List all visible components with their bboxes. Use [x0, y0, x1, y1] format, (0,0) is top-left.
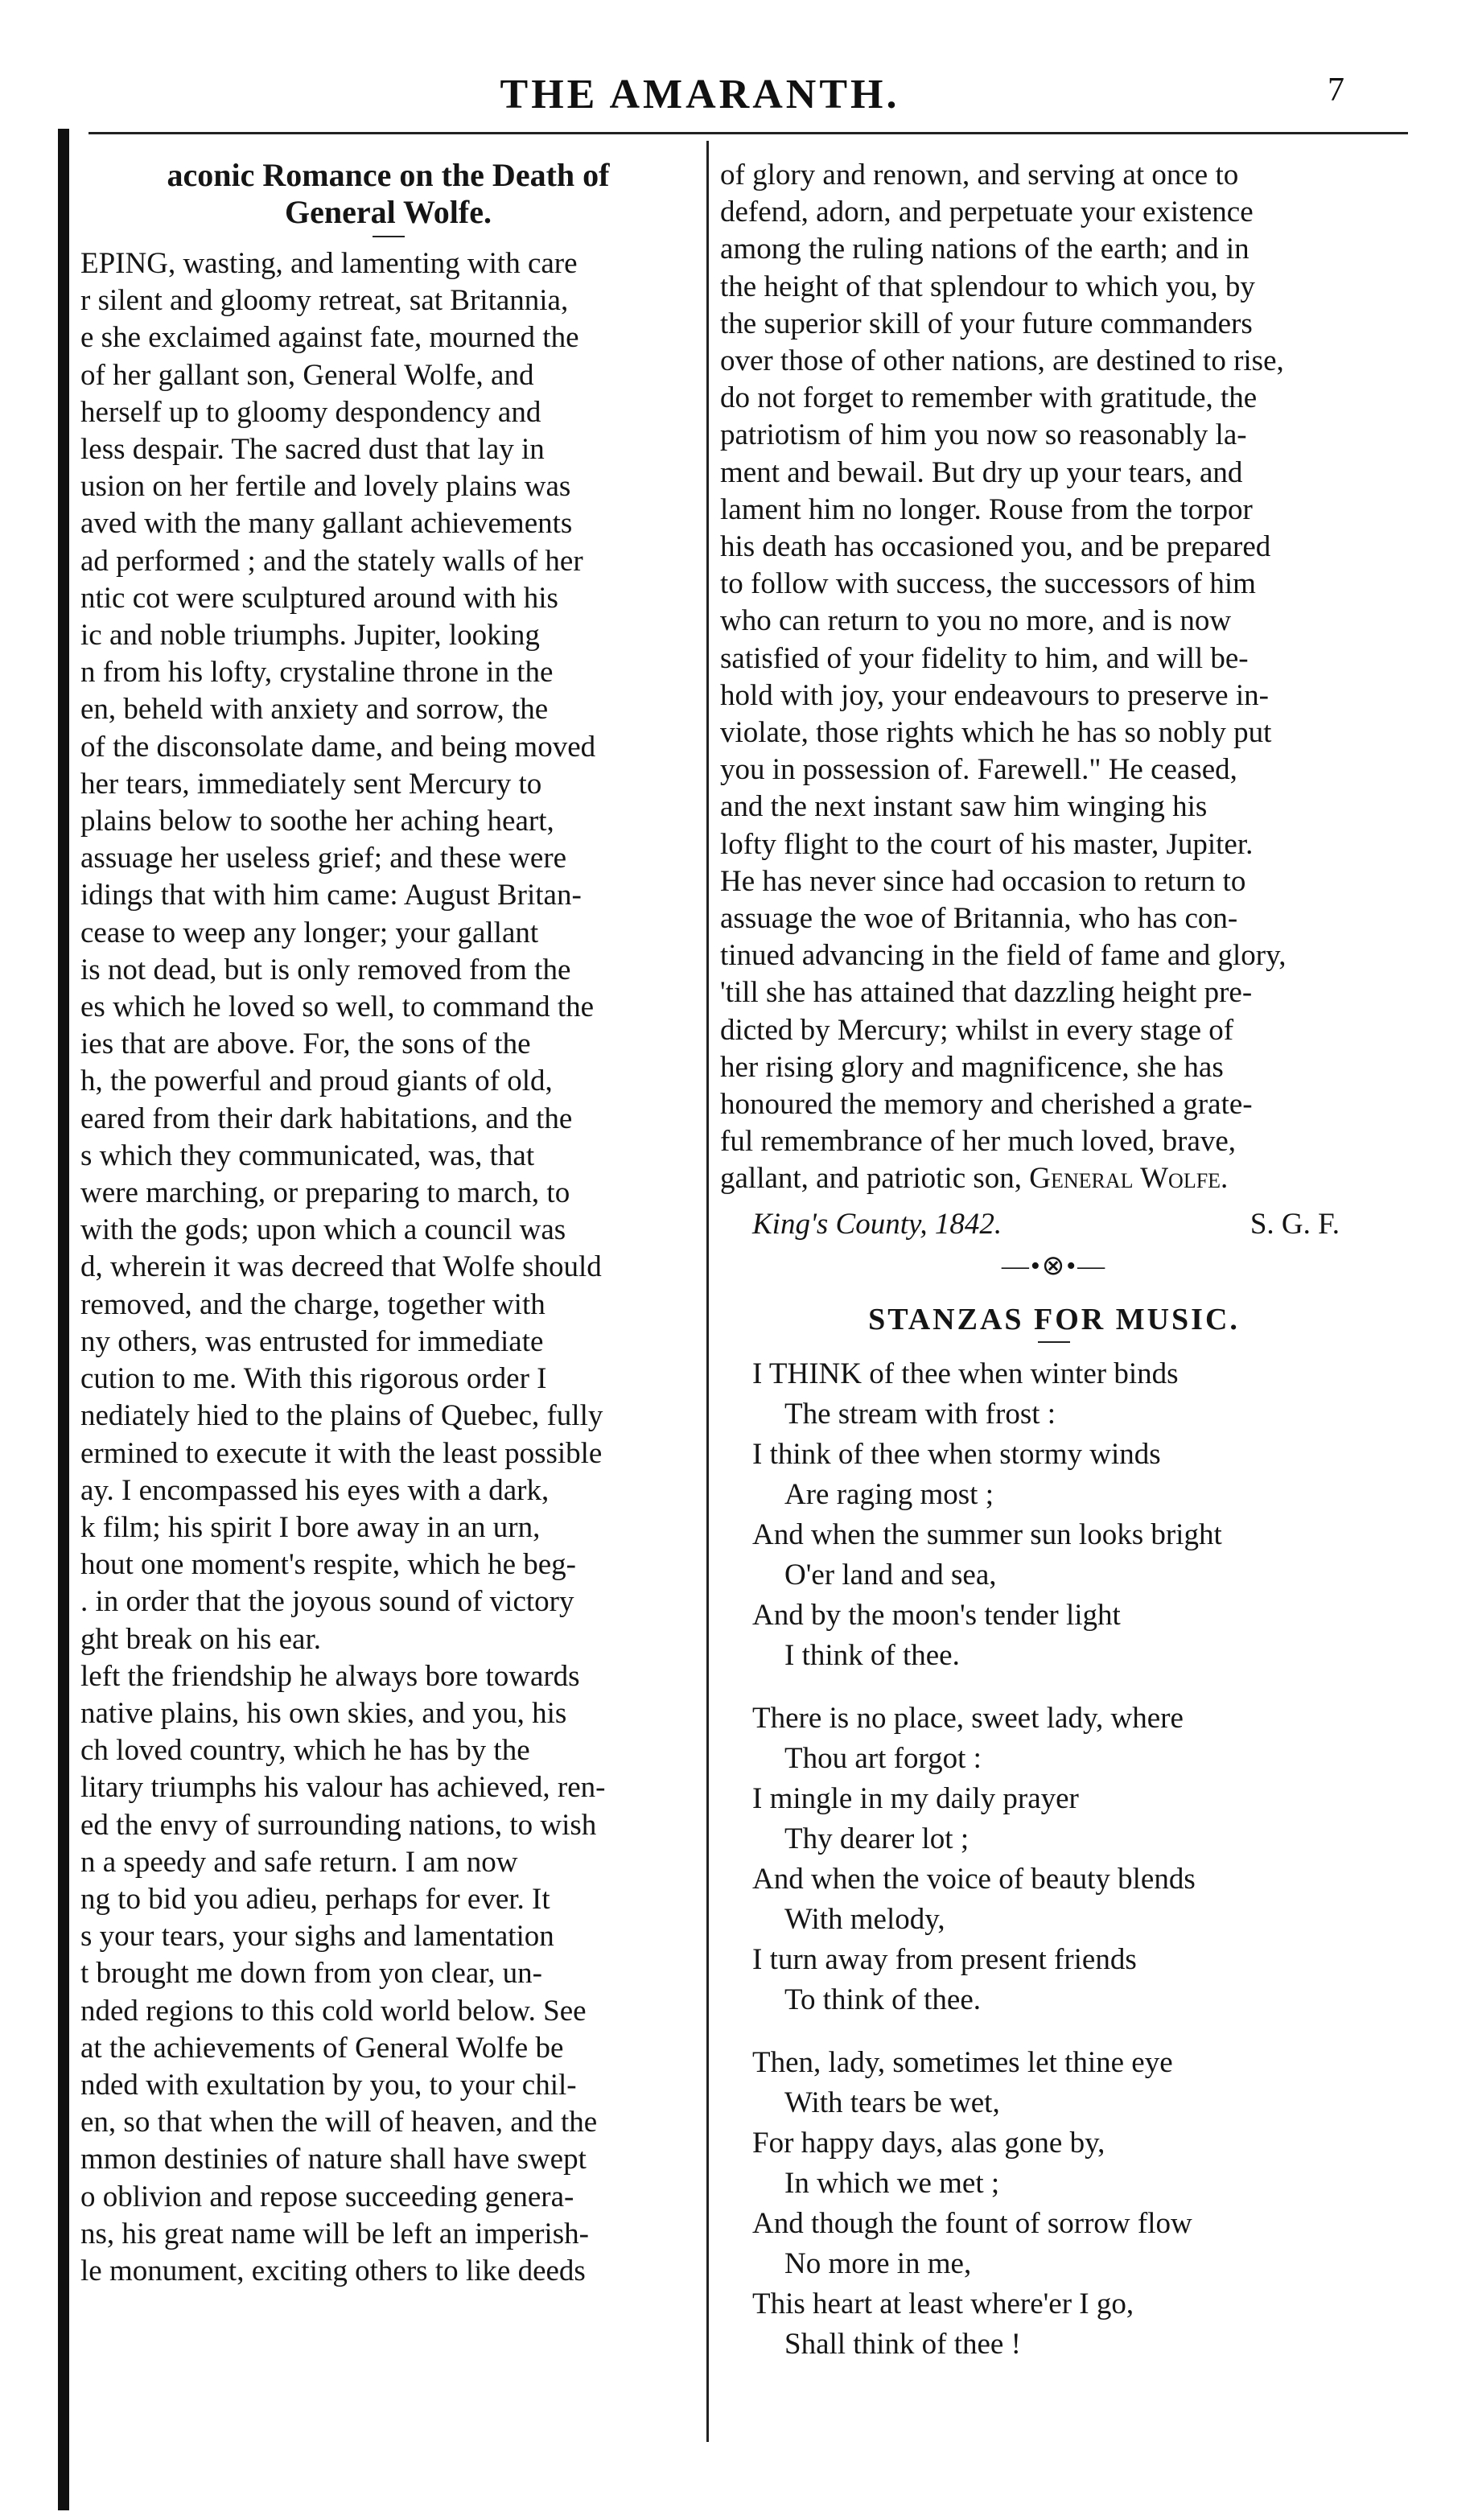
article-line: ch loved country, which he has by the	[80, 1734, 530, 1768]
left-binding-edge	[58, 129, 69, 2510]
article-line: to follow with success, the successors of him	[720, 567, 1256, 601]
article-line: ght break on his ear.	[80, 1622, 321, 1656]
article-line: n from his lofty, crystaline throne in the	[80, 656, 554, 690]
poem-line: O'er land and sea,	[784, 1559, 997, 1592]
article-line: of the disconsolate dame, and being moved	[80, 730, 596, 764]
poem-line: And by the moon's tender light	[752, 1599, 1121, 1633]
article-line: . in order that the joyous sound of victory	[80, 1585, 574, 1619]
article-line: hold with joy, your endeavours to preserve in-	[720, 678, 1269, 712]
article-line: lament him no longer. Rouse from the torpor	[720, 492, 1253, 526]
article-line: ns, his great name will be left an imperish-	[80, 2217, 589, 2250]
page-header-title: THE AMARANTH.	[500, 72, 900, 117]
article-line: cease to weep any longer; your gallant	[80, 916, 539, 949]
article-line: ad performed ; and the stately walls of her	[80, 544, 583, 578]
signature-initials: S. G. F.	[1250, 1207, 1340, 1241]
article-line: and the next instant saw him winging his	[720, 790, 1208, 824]
poem-line: With tears be wet,	[784, 2086, 1000, 2120]
article-line: assuage the woe of Britannia, who has con-	[720, 902, 1238, 936]
article-line: with the gods; upon which a council was	[80, 1213, 566, 1247]
poem-line: Thy dearer lot ;	[784, 1822, 970, 1856]
poem-line: To think of thee.	[784, 1983, 982, 2017]
article-line: is not dead, but is only removed from the	[80, 953, 571, 986]
poem-line: Thou art forgot :	[784, 1742, 982, 1776]
article-line: patriotism of him you now so reasonably la-	[720, 418, 1247, 452]
article-line: aved with the many gallant achievements	[80, 507, 573, 541]
article-line: ng to bid you adieu, perhaps for ever. It	[80, 1882, 550, 1916]
article-line: ntic cot were sculptured around with his	[80, 581, 558, 615]
article-title	[80, 157, 696, 231]
article-line: e she exclaimed against fate, mourned the	[80, 321, 579, 355]
poem-title: STANZAS FOR MUSIC.	[868, 1303, 1240, 1337]
article-line: nded with exultation by you, to your chil-	[80, 2068, 577, 2102]
poem-line: I think of thee.	[784, 1639, 960, 1673]
article-line: you in possession of. Farewell." He ceased,	[720, 753, 1237, 787]
left-column	[80, 157, 696, 2290]
article-line: d, wherein it was decreed that Wolfe should	[80, 1250, 602, 1284]
article-title-line-1: aconic Romance on the Death of	[167, 157, 610, 193]
article-line: hout one moment's respite, which he beg-	[80, 1548, 576, 1582]
article-line: nded regions to this cold world below. See	[80, 1994, 587, 2028]
poem-line: And when the summer sun looks bright	[752, 1518, 1222, 1552]
article-line: ermined to execute it with the least possible	[80, 1436, 603, 1470]
article-line: en, so that when the will of heaven, and the	[80, 2106, 598, 2139]
article-line: who can return to you no more, and is now	[720, 604, 1232, 638]
article-line: left the friendship he always bore towards	[80, 1659, 580, 1693]
article-line: s which they communicated, was, that	[80, 1139, 535, 1172]
article-line: gallant, and patriotic son,	[720, 1162, 1030, 1196]
article-line: of her gallant son, General Wolfe, and	[80, 358, 534, 392]
page-number: 7	[1328, 72, 1344, 109]
article-final-line	[720, 1160, 1388, 1197]
article-line: over those of other nations, are destined to rise,	[720, 344, 1284, 378]
article-line: He has never since had occasion to return to	[720, 864, 1246, 898]
article-line: less despair. The sacred dust that lay in	[80, 433, 545, 467]
article-line: en, beheld with anxiety and sorrow, the	[80, 693, 549, 727]
article-line: o oblivion and repose succeeding genera-	[80, 2180, 574, 2213]
article-line: ment and bewail. But dry up your tears, and	[720, 455, 1243, 489]
poem-body	[720, 1354, 1388, 2365]
article-line: nediately hied to the plains of Quebec, fully	[80, 1399, 603, 1433]
article-line: removed, and the charge, together with	[80, 1287, 546, 1321]
article-line: k film; his spirit I bore away in an urn,	[80, 1510, 541, 1544]
article-line: were marching, or preparing to march, to	[80, 1176, 570, 1210]
poem-line: The stream with frost :	[784, 1398, 1056, 1431]
article-title-line-2: General Wolfe.	[285, 194, 492, 230]
article-line: plains below to soothe her aching heart,	[80, 805, 554, 838]
article-line: violate, those rights which he has so nobly put	[720, 716, 1272, 750]
header-rule	[89, 132, 1408, 134]
article-line: ed the envy of surrounding nations, to wish	[80, 1808, 597, 1842]
article-line: ny others, was entrusted for immediate	[80, 1324, 544, 1358]
poem-line: Then, lady, sometimes let thine eye	[752, 2046, 1173, 2080]
title-rule	[373, 236, 405, 237]
article-line: among the ruling nations of the earth; and in	[720, 233, 1250, 266]
article-line: idings that with him came: August Britan-	[80, 879, 582, 912]
ornament-divider: —•⊗•—	[1001, 1250, 1107, 1281]
poem-stanza	[720, 1699, 1388, 2020]
poem-line: No more in me,	[784, 2247, 972, 2281]
article-line: ay. I encompassed his eyes with a dark,	[80, 1473, 550, 1507]
article-line: ies that are above. For, the sons of the	[80, 1027, 531, 1061]
general-wolfe-signoff: General Wolfe.	[1029, 1162, 1229, 1196]
article-line: 'till she has attained that dazzling height pre-	[720, 976, 1253, 1010]
article-line: native plains, his own skies, and you, his	[80, 1696, 567, 1730]
article-line: le monument, exciting others to like deeds	[80, 2254, 586, 2287]
article-line: his death has occasioned you, and be prepared	[720, 530, 1271, 564]
article-line: mmon destinies of nature shall have swept	[80, 2143, 587, 2176]
poem-line: Shall think of thee !	[784, 2328, 1021, 2361]
article-line: at the achievements of General Wolfe be	[80, 2031, 564, 2065]
article-line: assuage her useless grief; and these were	[80, 842, 567, 875]
article-line: cution to me. With this rigorous order I	[80, 1362, 547, 1396]
poem-title-rule	[1038, 1341, 1070, 1343]
article-line: s your tears, your sighs and lamentation	[80, 1920, 554, 1954]
signature-line	[720, 1206, 1388, 1243]
poem-line: For happy days, alas gone by,	[752, 2127, 1105, 2160]
article-line: t brought me down from yon clear, un-	[80, 1957, 542, 1991]
article-line: the superior skill of your future commanders	[720, 307, 1253, 340]
poem-line: I think of thee when stormy winds	[752, 1438, 1161, 1472]
article-line: honoured the memory and cherished a grate-	[720, 1088, 1253, 1122]
article-line: usion on her fertile and lovely plains was	[80, 470, 571, 504]
article-line: her tears, immediately sent Mercury to	[80, 767, 542, 801]
article-body-left	[80, 245, 696, 2290]
poem-line: There is no place, sweet lady, where	[752, 1702, 1184, 1736]
article-line: tinued advancing in the field of fame and glory,	[720, 939, 1287, 973]
article-line: satisfied of your fidelity to him, and will be-	[720, 641, 1249, 675]
poem-line: Are raging most ;	[784, 1478, 994, 1512]
article-line: lofty flight to the court of his master, Jupiter.	[720, 827, 1254, 861]
article-line: es which he loved so well, to command the	[80, 990, 595, 1024]
article-line: r silent and gloomy retreat, sat Britannia,	[80, 284, 569, 318]
poem-line: With melody,	[784, 1903, 945, 1937]
article-line: eared from their dark habitations, and the	[80, 1101, 573, 1135]
article-line: h, the powerful and proud giants of old,	[80, 1064, 553, 1098]
poem-line: I mingle in my daily prayer	[752, 1782, 1079, 1816]
article-line: defend, adorn, and perpetuate your existence	[720, 196, 1254, 229]
signature-place: King's County, 1842.	[752, 1207, 1002, 1241]
article-line: dicted by Mercury; whilst in every stage of	[720, 1013, 1234, 1047]
poem-line: And when the voice of beauty blends	[752, 1863, 1196, 1896]
right-column	[720, 157, 1388, 2387]
article-line: ful remembrance of her much loved, brave,	[720, 1125, 1237, 1159]
article-line: n a speedy and safe return. I am now	[80, 1845, 518, 1879]
article-line: her rising glory and magnificence, she has	[720, 1050, 1224, 1084]
poem-stanza	[720, 2043, 1388, 2365]
column-divider	[706, 141, 709, 2442]
poem-stanza	[720, 1354, 1388, 1676]
article-line: ic and noble triumphs. Jupiter, looking	[80, 619, 540, 653]
poem-line: This heart at least where'er I go,	[752, 2287, 1134, 2321]
article-line: the height of that splendour to which you, by	[720, 270, 1255, 303]
article-line: litary triumphs his valour has achieved, ren-	[80, 1771, 606, 1805]
poem-line: I THINK of thee when winter binds	[752, 1357, 1179, 1391]
poem-line: In which we met ;	[784, 2167, 1000, 2201]
article-line: EPING, wasting, and lamenting with care	[80, 247, 578, 280]
poem-line: I turn away from present friends	[752, 1943, 1137, 1977]
article-body-right	[720, 157, 1388, 1198]
poem-line: And though the fount of sorrow flow	[752, 2207, 1192, 2241]
article-line: of glory and renown, and serving at once to	[720, 159, 1239, 191]
article-line: do not forget to remember with gratitude, the	[720, 381, 1258, 415]
article-line: herself up to gloomy despondency and	[80, 395, 541, 429]
